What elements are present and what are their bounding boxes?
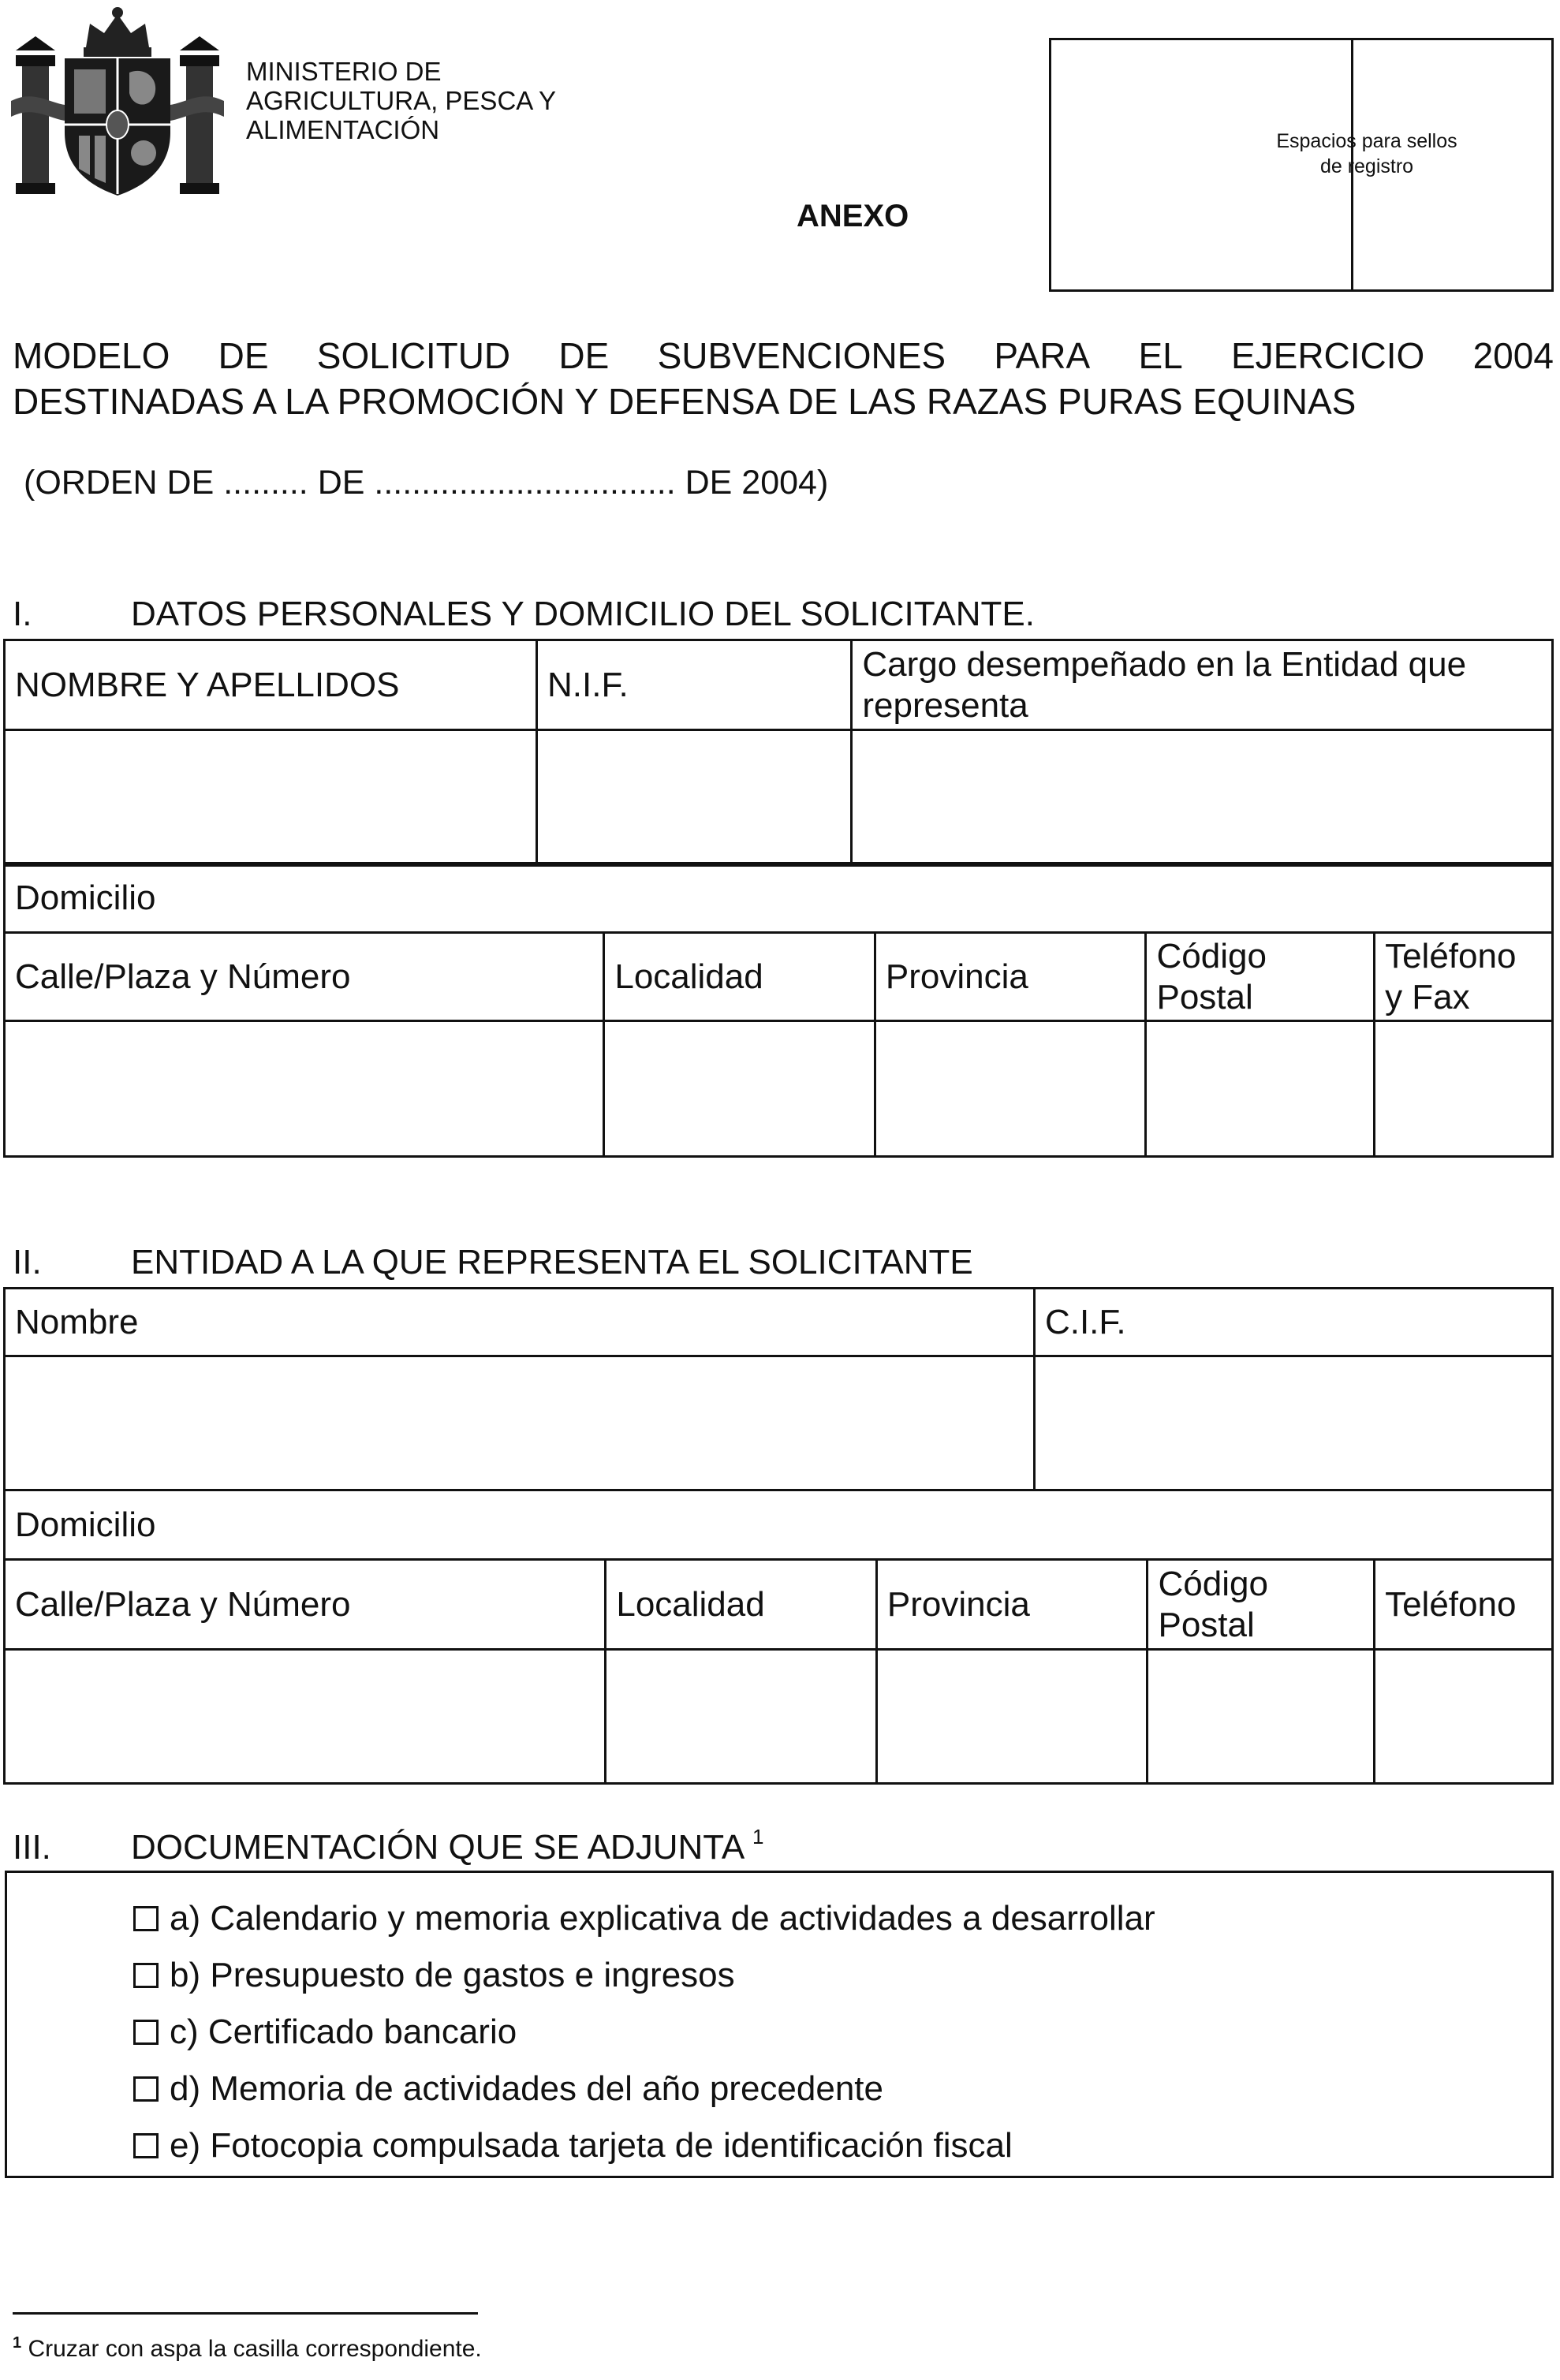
title-word: SUBVENCIONES xyxy=(657,335,946,376)
list-item[interactable] xyxy=(133,2004,1155,2061)
section-number: II. xyxy=(13,1243,42,1281)
street-input-cell[interactable] xyxy=(5,1650,606,1784)
ministry-line: AGRICULTURA, PESCA Y xyxy=(246,86,557,115)
checkbox[interactable] xyxy=(133,2020,159,2045)
checkbox[interactable] xyxy=(133,1906,159,1931)
ministry-name xyxy=(246,57,556,144)
title-word: EJERCICIO xyxy=(1230,335,1425,376)
document-title xyxy=(13,333,1554,424)
applicant-address-table xyxy=(3,862,1554,1158)
province-input-cell[interactable] xyxy=(875,1021,1146,1157)
section-number: I. xyxy=(13,595,32,633)
title-line-1 xyxy=(13,333,1554,379)
checkbox[interactable] xyxy=(133,2076,159,2102)
checkbox[interactable] xyxy=(133,1963,159,1988)
document-label: b) Presupuesto de gastos e ingresos xyxy=(170,1956,735,1994)
position-input-cell[interactable] xyxy=(852,730,1553,866)
postal-input-cell[interactable] xyxy=(1148,1650,1375,1784)
documentation-list xyxy=(133,1890,1155,2174)
title-line-2: DESTINADAS A LA PROMOCIÓN Y DEFENSA DE LAS RAZAS PURAS EQUINAS xyxy=(13,381,1357,422)
section-title: DOCUMENTACIÓN QUE SE ADJUNTA xyxy=(131,1828,743,1867)
header-locality: Localidad xyxy=(606,1560,877,1650)
header-entity-name: Nombre xyxy=(5,1289,1035,1356)
locality-input-cell[interactable] xyxy=(606,1650,877,1784)
title-word: MODELO xyxy=(13,335,170,376)
header-nif: N.I.F. xyxy=(537,640,852,730)
section-1-heading xyxy=(13,595,1035,634)
address-label: Domicilio xyxy=(5,864,1553,933)
entity-name-table xyxy=(3,1287,1554,1491)
section-title: DATOS PERSONALES Y DOMICILIO DEL SOLICITANTE. xyxy=(131,595,1035,633)
phone-input-cell[interactable] xyxy=(1375,1021,1553,1157)
section-2-heading xyxy=(13,1243,973,1282)
nif-input-cell[interactable] xyxy=(537,730,852,866)
ministry-line: MINISTERIO DE xyxy=(246,57,442,86)
province-input-cell[interactable] xyxy=(876,1650,1148,1784)
phone-input-cell[interactable] xyxy=(1375,1650,1553,1784)
footnote-text: Cruzar con aspa la casilla correspondiente. xyxy=(28,2336,482,2362)
title-word: SOLICITUD xyxy=(316,335,511,376)
header-street: Calle/Plaza y Número xyxy=(5,933,604,1021)
header-locality: Localidad xyxy=(604,933,875,1021)
header-province: Provincia xyxy=(875,933,1146,1021)
header-phone: Teléfono xyxy=(1375,1560,1553,1650)
document-label: e) Fotocopia compulsada tarjeta de identificación fiscal xyxy=(170,2126,1013,2165)
header-street: Calle/Plaza y Número xyxy=(5,1560,606,1650)
locality-input-cell[interactable] xyxy=(604,1021,875,1157)
documentation-box xyxy=(5,1871,1554,2178)
header-phone-fax: Teléfono y Fax xyxy=(1375,933,1553,1021)
header-name: NOMBRE Y APELLIDOS xyxy=(5,640,537,730)
checkbox[interactable] xyxy=(133,2133,159,2158)
entity-name-input-cell[interactable] xyxy=(5,1356,1035,1490)
footnote-reference: 1 xyxy=(752,1825,764,1848)
title-word: DE xyxy=(558,335,610,376)
stamp-caption-line: de registro xyxy=(1319,155,1414,177)
document-label: a) Calendario y memoria explicativa de actividades a desarrollar xyxy=(170,1899,1155,1938)
stamp-caption xyxy=(1209,129,1525,179)
document-label: c) Certificado bancario xyxy=(170,2013,517,2051)
applicant-name-table xyxy=(3,639,1554,867)
document-label: d) Memoria de actividades del año precedente xyxy=(170,2069,883,2108)
title-word: 2004 xyxy=(1472,335,1554,376)
postal-input-cell[interactable] xyxy=(1146,1021,1375,1157)
street-input-cell[interactable] xyxy=(5,1021,604,1157)
list-item[interactable] xyxy=(133,2117,1155,2174)
entity-address-table xyxy=(3,1489,1554,1785)
cif-input-cell[interactable] xyxy=(1034,1356,1552,1490)
spanish-coat-of-arms-icon xyxy=(11,6,224,200)
title-word: DE xyxy=(218,335,269,376)
order-reference: (ORDEN DE ......... DE ................................ DE 2004) xyxy=(24,464,829,502)
ministry-line: ALIMENTACIÓN xyxy=(246,115,440,144)
registry-stamp-box xyxy=(1049,38,1554,292)
footnote-divider xyxy=(13,2312,478,2315)
name-input-cell[interactable] xyxy=(5,730,537,866)
footnote xyxy=(13,2334,482,2363)
header-position: Cargo desempeñado en la Entidad que representa xyxy=(852,640,1553,730)
footnote-marker: 1 xyxy=(13,2334,22,2352)
section-number: III. xyxy=(13,1828,51,1867)
address-label: Domicilio xyxy=(5,1490,1553,1560)
list-item[interactable] xyxy=(133,1947,1155,2004)
list-item[interactable] xyxy=(133,2061,1155,2117)
section-3-heading xyxy=(13,1825,764,1867)
annex-label: ANEXO xyxy=(797,199,909,233)
title-word: EL xyxy=(1138,335,1183,376)
header-postal-code: Código Postal xyxy=(1146,933,1375,1021)
header-postal-code: Código Postal xyxy=(1148,1560,1375,1650)
stamp-caption-line: Espacios para sellos xyxy=(1276,130,1457,152)
section-title: ENTIDAD A LA QUE REPRESENTA EL SOLICITANTE xyxy=(131,1243,973,1281)
header-province: Provincia xyxy=(876,1560,1148,1650)
list-item[interactable] xyxy=(133,1890,1155,1947)
header-cif: C.I.F. xyxy=(1034,1289,1552,1356)
title-word: PARA xyxy=(994,335,1091,376)
